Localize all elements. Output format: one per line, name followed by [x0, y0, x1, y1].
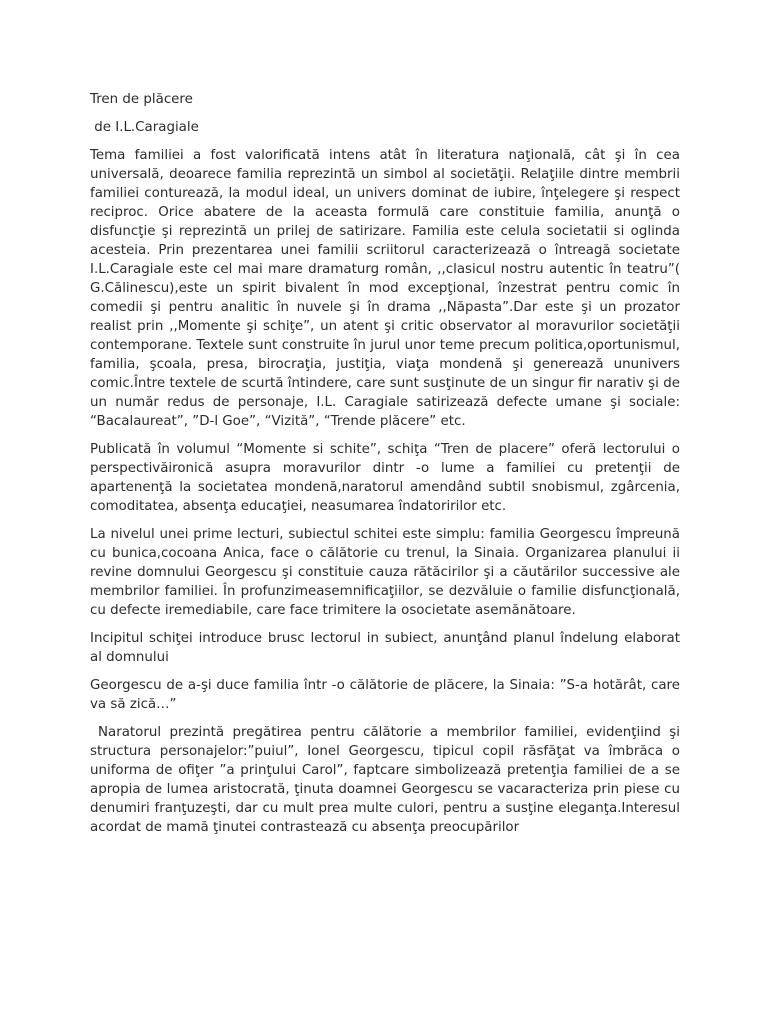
paragraph-5: Georgescu de a-şi duce familia într -o călătorie de plăcere, la Sinaia: ”S-a hotărât, care va să zică…”: [90, 678, 680, 712]
document-title: Tren de plăcere: [90, 92, 193, 107]
paragraph-4: Incipitul schiţei introduce brusc lectorul in subiect, anunţând planul îndelung elaborat al domnului: [90, 631, 680, 665]
paragraph-3: La nivelul unei prime lecturi, subiectul schitei este simplu: familia Georgescu împreună cu bunica,cocoana Anica, face o călătorie cu trenul, la Sinaia. Organizarea planului ii revine domnului Georgescu şi constituie cauza rătăcirilor şi a căutărilor successive ale membrilor familiei. În profunzimeasemnificaţiilor, se dezvăluie o familie disfuncţională, cu defecte iremediabile, care face trimitere la osocietate asemănătoare.: [90, 527, 680, 618]
paragraph-6: Naratorul prezintă pregătirea pentru călătorie a membrilor familiei, evidenţiind şi structura personajelor:”puiul”, Ionel Georgescu, tipicul copil răsfăţat va îmbrăca o uniforma de ofiţer ”a prinţului Carol”, faptcare simbolizează pretenţia familiei de a se apropia de lumea aristocrată, ţinuta doamnei Georgescu se vacaracteriza prin piese cu denumiri franţuzeşti, dar cu mult prea multe culori, pentru a susţine eleganţa.Interesul acordat de mamă ţinutei contrastează cu absenţa preocupărilor: [90, 725, 680, 835]
document-author: de I.L.Caragiale: [90, 120, 199, 135]
document-page: [90, 90, 680, 846]
paragraph-2: Publicată în volumul “Momente si schite”, schiţa “Tren de placere” oferă lectorului o perspectivăironică asupra moravurilor dintr -o lume a familiei cu pretenţii de apartenenţă la societatea mondenă,naratorul amendând subtil snobismul, zgârcenia, comoditatea, absenţa educaţiei, neasumarea îndatoririlor etc.: [90, 442, 680, 514]
paragraph-1: Tema familiei a fost valorificată intens atât în literatura naţională, cât şi în cea universală, deoarece familia reprezintă un simbol al societăţii. Relaţiile dintre membrii familiei conturează, la modul ideal, un univers dominat de iubire, înţelegere şi respect reciproc. Orice abatere de la aceasta formulă care constituie familia, anunţă o disfuncţie şi reprezintă un prilej de satirizare. Familia este celula societatii si oglinda acesteia. Prin prezentarea unei familii scriitorul caracterizează o întreagă societate I.L.Caragiale este cel mai mare dramaturg român, ,,clasicul nostru autentic în teatru”( G.Călinescu),este un spirit bivalent în mod excepţional, înzestrat pentru comic în comedii şi pentru analitic în nuvele şi în drama ,,Năpasta”.Dar este şi un prozator realist prin ,,Momente şi schiţe”, un atent şi critic observator al moravurilor societăţii contemporane. Textele sunt construite în jurul unor teme precum politica,oportunismul, familia, şcoala, presa, birocraţia, justiţia, viaţa mondenă şi generează ununivers comic.Între textele de scurtă întindere, care sunt susţinute de un singur fir narativ şi de un număr redus de personaje, I.L. Caragiale satirizează defecte umane şi sociale: “Bacalaureat”, ”D-l Goe”, “Vizită”, “Trende plăcere” etc.: [90, 148, 680, 429]
